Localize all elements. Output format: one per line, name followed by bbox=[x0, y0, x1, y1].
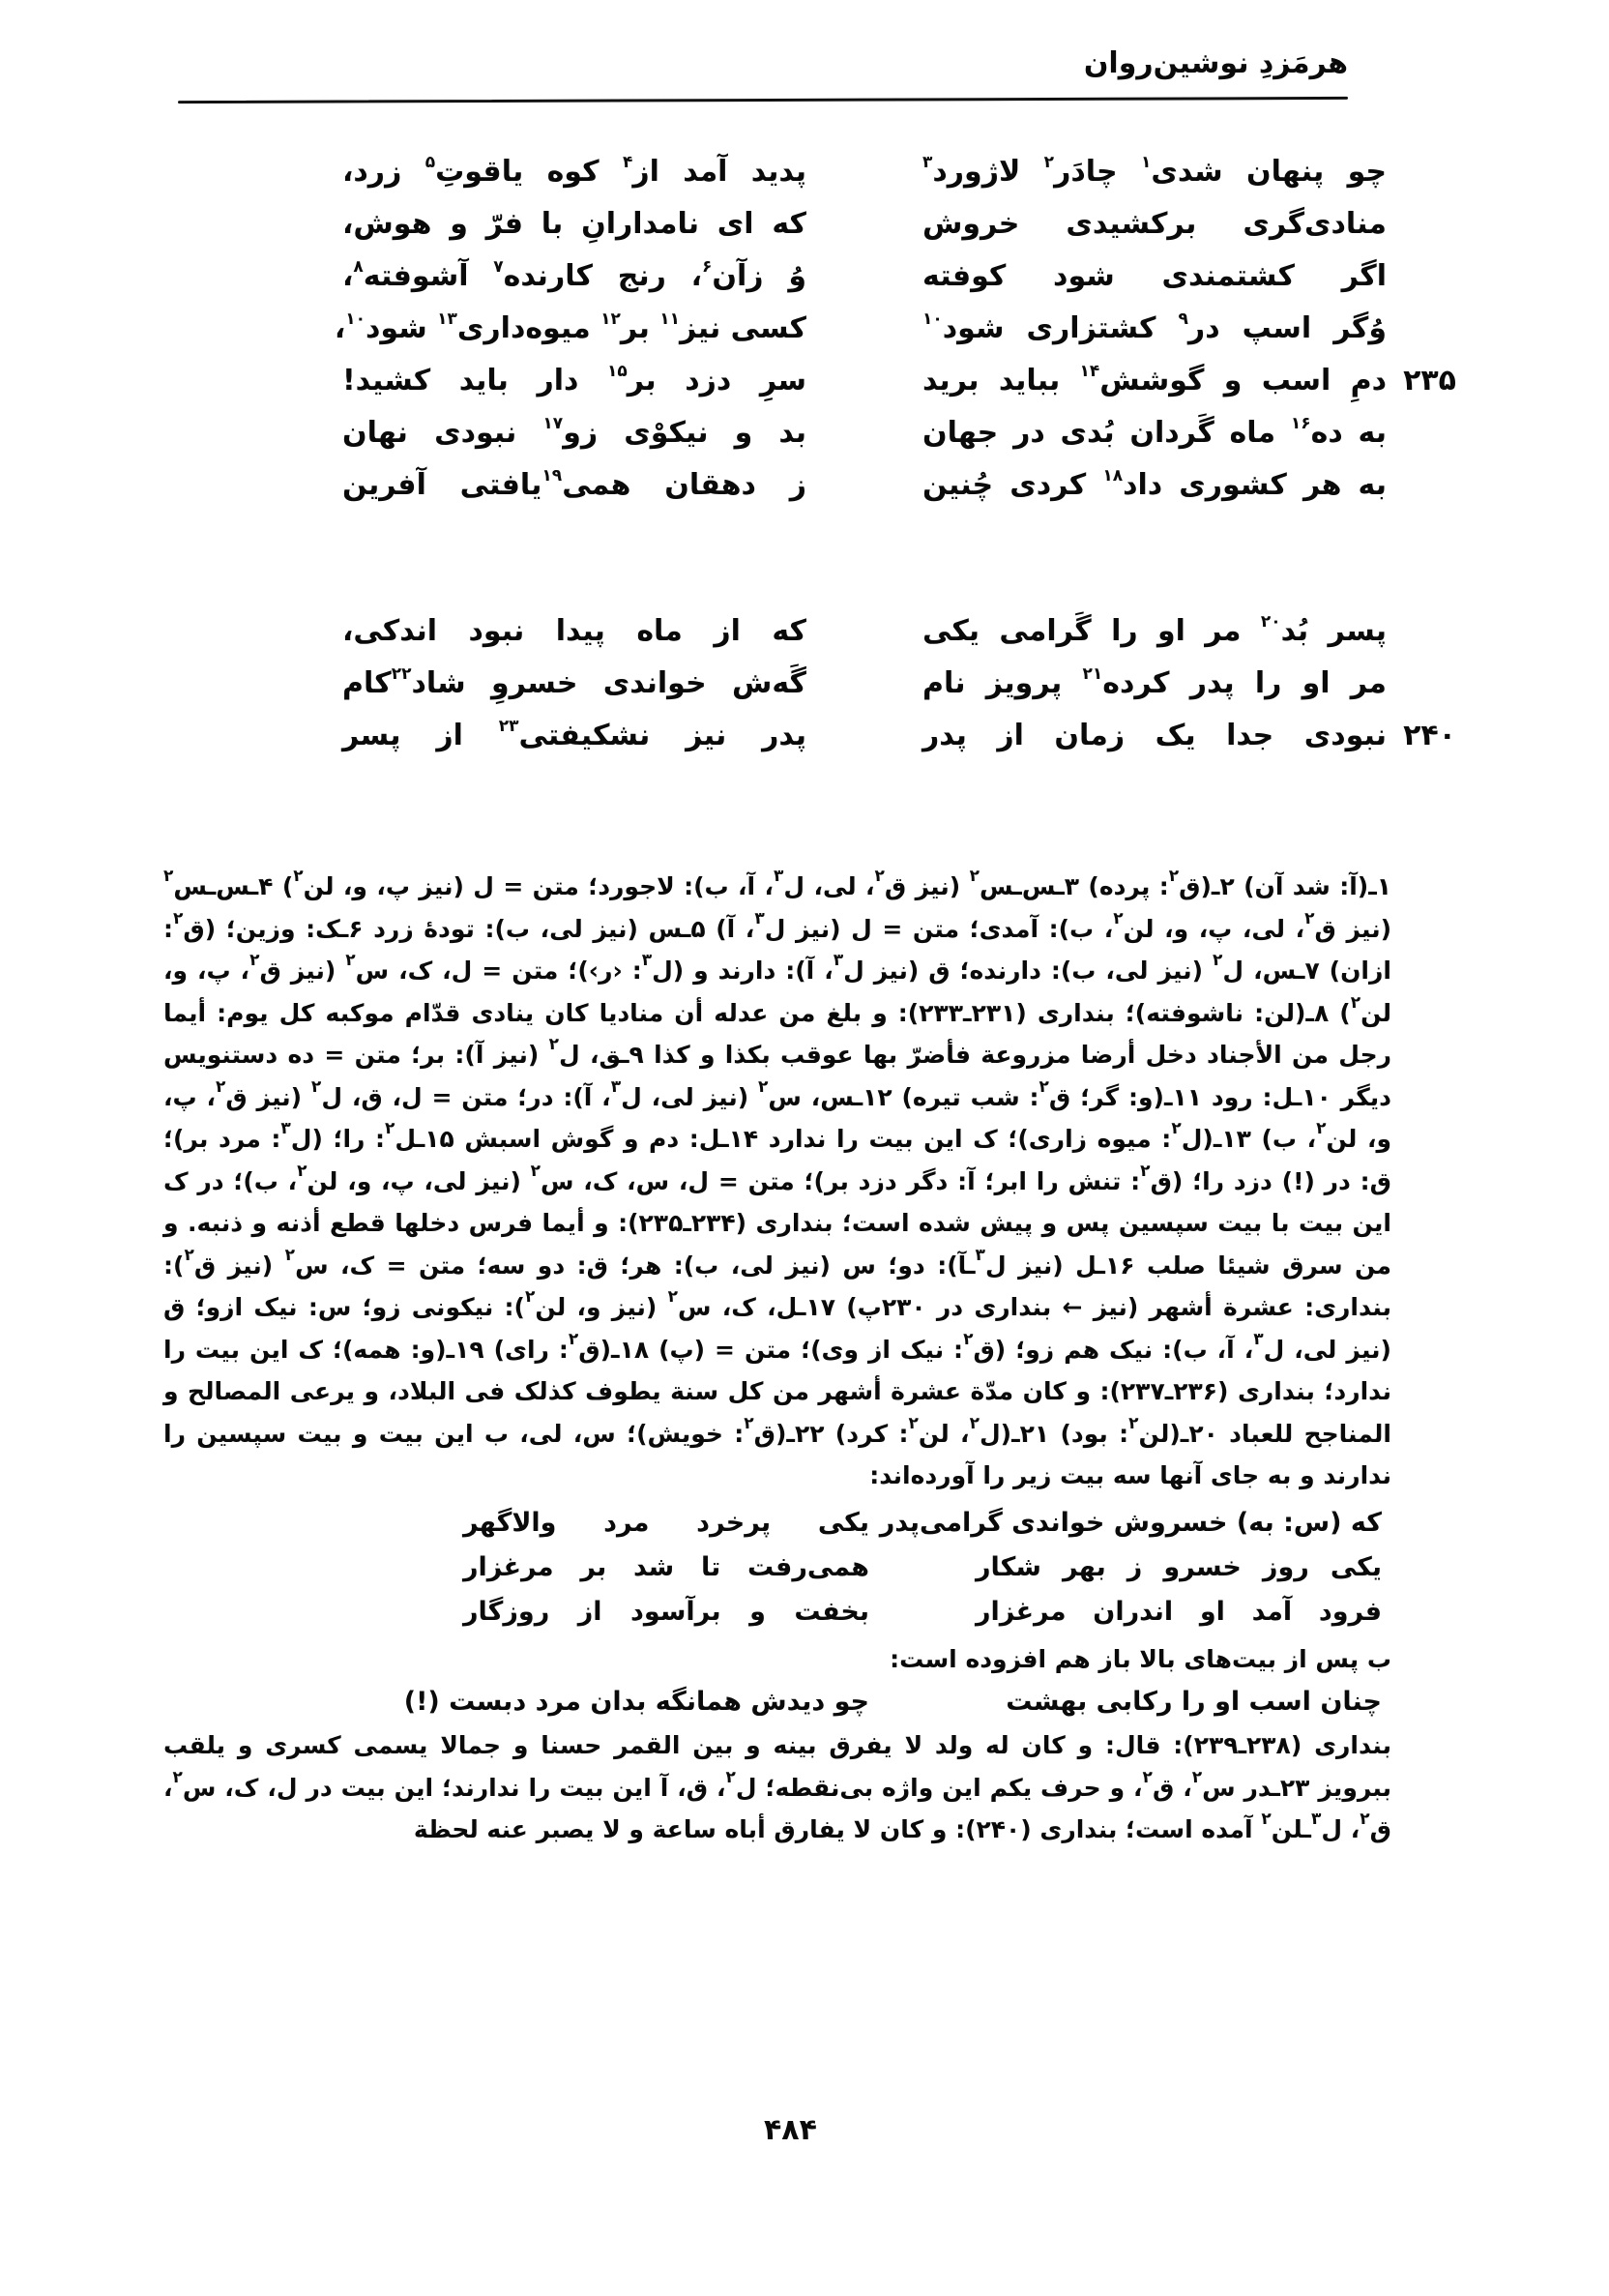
misra-first: که (س: به) خسروش خواندی گرامی‌پدر bbox=[879, 1507, 1382, 1538]
header-rule bbox=[178, 97, 1348, 103]
misra-second: ز دهقان همی$^{۱۹}$یافتی آفرین bbox=[342, 465, 806, 502]
misra-second: بخفت و برآسود از روزگار bbox=[463, 1596, 869, 1627]
bayt bbox=[163, 1501, 1382, 1545]
misra-second: چو دیدش همانگه بدان مرد دبست (!) bbox=[403, 1687, 869, 1718]
misra-first: منادی‌گری برکشیدی خروش bbox=[922, 206, 1387, 241]
footnotes bbox=[163, 866, 1391, 1851]
misra-second: که از ماه پیدا نبود اندکی، bbox=[342, 613, 806, 648]
bayt bbox=[323, 709, 1456, 761]
misra-second: یکی پرخرد مرد والاگهر bbox=[463, 1507, 869, 1538]
footnote-paragraph-2: ب پس از بیت‌های بالا باز هم افزوده است: bbox=[890, 1644, 1391, 1673]
misra-second: که ای نامدارانِ با فرّ و هوش، bbox=[342, 206, 806, 241]
running-title: هرمَزدِ نوشین‌روان bbox=[1083, 46, 1348, 80]
bayt bbox=[323, 406, 1387, 458]
misra-second: همی‌رفت تا شد بر مرغزار bbox=[463, 1551, 869, 1582]
footnote-added-verse bbox=[163, 1680, 1391, 1724]
misra-first: به ده$^{۱۶}$ ماه گَردان بُدی در جهان bbox=[922, 413, 1387, 450]
bayt bbox=[323, 250, 1387, 302]
misra-first: پسر بُد$^{۲۰}$ مر او را گَرامی یکی bbox=[922, 611, 1387, 648]
misra-first: چو پنهان شدی$^۱$ چادَر$^۲$ لاژورد$^۳$ bbox=[922, 152, 1387, 189]
bayt bbox=[323, 145, 1387, 197]
poem-block-2 bbox=[323, 604, 1456, 761]
bayt bbox=[323, 657, 1387, 709]
bayt bbox=[323, 458, 1387, 511]
misra-first: فرود آمد او اندران مرغزار bbox=[976, 1596, 1382, 1627]
misra-first: نبودی جدا یک زمان از پدر bbox=[922, 718, 1387, 752]
bayt bbox=[323, 197, 1387, 250]
misra-second: گَه‌ش خواندی خسروِ شاد$^{۲۲}$کام bbox=[342, 663, 806, 700]
bayt bbox=[163, 1545, 1382, 1590]
poem-block-1 bbox=[323, 145, 1456, 511]
line-number: ۲۳۵ bbox=[1403, 363, 1456, 397]
misra-second: سرِ دزد بر$^{۱۵}$ دار باید کشید! bbox=[342, 361, 806, 397]
misra-first: وُگر اسپ در$^۹$ کشتزاری شود$^{۱۰}$ bbox=[922, 309, 1388, 345]
bayt bbox=[323, 302, 1387, 354]
misra-second: پدید آمد از$^۴$ کوه یاقوتِ$^۵$ زرد، bbox=[342, 152, 806, 189]
misra-second: وُ زآن$^۶$، رنج کارنده$^۷$ آشوفته$^۸$، bbox=[342, 256, 806, 293]
footnote-inserted-verses bbox=[163, 1501, 1391, 1634]
misra-first: چنان اسب او را رکابی بهشت bbox=[1006, 1687, 1382, 1718]
line-number: ۲۴۰ bbox=[1403, 718, 1456, 752]
misra-first: دمِ اسب و گوشش$^{۱۴}$ بباید برید bbox=[922, 361, 1387, 397]
bayt bbox=[163, 1590, 1382, 1634]
misra-second: کسی نیز$^{۱۱}$ بر$^{۱۲}$ میوه‌داری$^{۱۳}$ شود$^{۱۰}$، bbox=[334, 309, 806, 345]
misra-second: بد و نیکوْی زو$^{۱۷}$ نبودی نهان bbox=[342, 413, 806, 450]
misra-first: اگر کشتمندی شود کوفته bbox=[922, 258, 1387, 293]
bayt bbox=[323, 604, 1387, 657]
page-number: ۴۸۴ bbox=[764, 2113, 817, 2147]
misra-first: یکی روز خسرو ز بهر شکار bbox=[976, 1551, 1382, 1582]
misra-first: مر او را پدر کرده$^{۲۱}$ پرویز نام bbox=[922, 663, 1388, 700]
misra-second: پدر نیز نشکیفتی$^{۲۳}$ از پسر bbox=[342, 716, 806, 752]
footnote-paragraph-1: ۱ـ(آ: شد آن) ۲ـ(ق$^۲$: پرده) ۳ـس‌ـس$^۲$ (نیز ق$^۲$، لی، ل$^۳$، آ، ب): لاجورد؛ متن = ل (نیز پ، و، لن$^۲$) ۴ـس‌ـس$^۲$ (نیز ق$^۲$، لی، پ، و، لن$^۲$، ب): آمدی؛ متن = ل (نیز ل$^۳$، آ) ۵ـس (نیز لی، ب): تودهٔ زرد ۶ـک: وزین؛ (ق$^۲$: ازان) ۷ـس، ل$^۲$ (نیز لی، ب): دارنده؛ ق (نیز ل$^۳$، آ): دارند و (ل$^۳$: ‹ر›)؛ متن = ل، ک، س$^۲$ (نیز ق$^۲$، پ، و، لن$^۲$) ۸ـ(لن: ناشوفته)؛ بنداری (۲۳۱ـ۲۳۳): و بلغ من عدله أن منادیا کان ینادی قدّام موکبه کل یوم: أیما رجل من الأجناد دخل أرضا مزروعة فأضرّ بها عوقب بکذا و کذا ۹ـق، ل$^۲$ (نیز آ): بر؛ متن = ده دستنویس دیگر ۱۰ـل: رود ۱۱ـ(و: گر؛ ق$^۲$: شب تیره) ۱۲ـس، س$^۲$ (نیز لی، ل$^۳$، آ): در؛ متن = ل، ق، ل$^۲$ (نیز ق$^۲$، پ، و، لن$^۲$، ب) ۱۳ـ(ل$^۲$: میوه زاری)؛ ک این بیت را ندارد ۱۴ـل: دم و گوش اسبش ۱۵ـل$^۲$: را؛ (ل$^۳$: مرد بر)؛ ق: در (!) دزد را؛ (ق$^۲$: تنش را ابر؛ آ: دگر دزد بر)؛ متن = ل، س، ک، س$^۲$ (نیز لی، پ، و، لن$^۲$، ب)؛ در ک این بیت با بیت سپسین پس و پیش شده است؛ بنداری (۲۳۴ـ۲۳۵): و أیما فرس دخلها قطع أذنه و ذنبه. و من سرق شیئا صلب ۱۶ـل (نیز ل$^۳$ـآ): دو؛ س (نیز لی، ب): هر؛ ق: دو سه؛ متن = ک، س$^۲$ (نیز ق$^۲$): بنداری: عشرة أشهر (نیز ← بنداری در ۲۳۰پ) ۱۷ـل، ک، س$^۲$ (نیز و، لن$^۲$): نیکونی زو؛ س: نیک ازو؛ ق (نیز لی، ل$^۳$، آ، ب): نیک هم زو؛ (ق$^۲$: نیک از وی)؛ متن = (پ) ۱۸ـ(ق$^۲$: رای) ۱۹ـ(و: همه)؛ ک این بیت را ندارد؛ بنداری (۲۳۶ـ۲۳۷): و کان مدّة عشرة أشهر من کل سنة یطوف کذلک فی البلاد، و یرعی المصالح و المناجح للعباد ۲۰ـ(لن$^۲$: بود) ۲۱ـ(ل$^۲$، لن$^۲$: کرد) ۲۲ـ(ق$^۲$: خویش)؛ س، لی، ب این بیت و بیت سپسین را ندارند و به جای آنها سه بیت زیر را آورده‌اند: bbox=[163, 867, 1392, 1489]
misra-first: به هر کشوری داد$^{۱۸}$ کردی چُنین bbox=[922, 465, 1387, 502]
bayt bbox=[323, 354, 1456, 406]
footnote-paragraph-3: بنداری (۲۳۸ـ۲۳۹): قال: و کان له ولد لا یفرق بینه و بین القمر حسنا و جمالا یسمی کسری و یلقب ببرویز ۲۳ـدر س$^۲$، ق$^۲$، و حرف یکم این واژه بی‌نقطه؛ ل$^۲$، ق، آ این بیت را ندارند؛ این بیت در ل، ک، س$^۲$، ق$^۲$، ل$^۳$ـلن$^۲$ آمده است؛ بنداری (۲۴۰): و کان لا یفارق أباه ساعة و لا یصبر عنه لحظة bbox=[163, 1731, 1392, 1843]
